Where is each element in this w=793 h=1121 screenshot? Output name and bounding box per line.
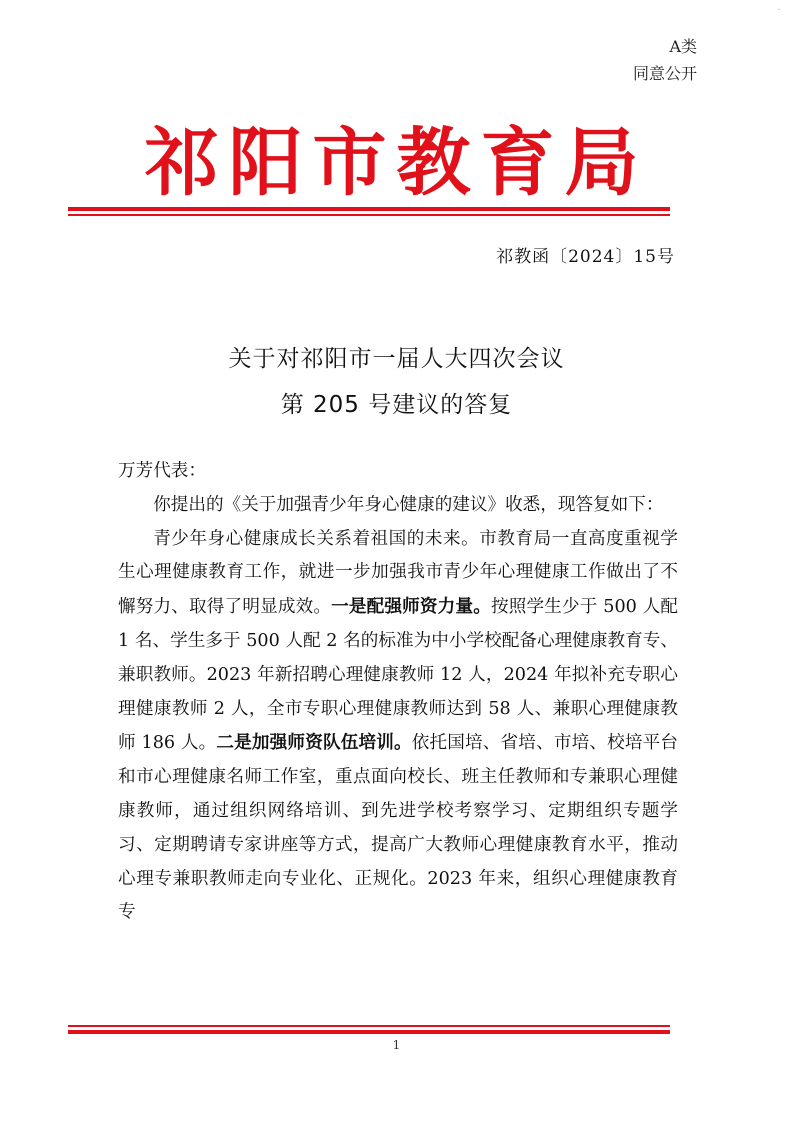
paragraph-2-intro: 青少年身心健康成长关系着祖国的未来。市教育局一直高度重视学生心理健康教育工作，就进一步加强我市青少年心理健康工作做出了不懈努力、取得了明显成效。 (118, 528, 678, 618)
title-line-1: 关于对祁阳市一届人大四次会议 (228, 346, 565, 372)
header-red-rule-thick (68, 207, 670, 211)
salutation: 万芳代表： (118, 461, 206, 481)
category-label: A类 (669, 37, 697, 56)
document-body (118, 455, 678, 930)
disclosure-label: 同意公开 (632, 64, 697, 83)
header-red-rule-thin (68, 214, 670, 216)
agency-masthead: 祁阳市教育局 (144, 120, 649, 206)
footer-red-rule-thin (68, 1025, 670, 1027)
point-1-heading: 一是配强师资力量。 (331, 596, 491, 618)
point-2-heading: 二是加强师资队伍培训。 (216, 732, 412, 754)
paragraph-1: 你提出的《关于加强青少年身心健康的建议》收悉，现答复如下： (153, 494, 664, 515)
document-number: 祁教函〔2024〕15号 (496, 247, 675, 267)
page-number: 1 (392, 1038, 401, 1052)
title-line-2: 第 205 号建议的答复 (280, 392, 513, 418)
footer-red-rule-thick (68, 1030, 670, 1034)
point-1-text: 按照学生少于 500 人配 1 名、学生多于 500 人配 2 名的标准为中小学校配备心理健康教育专、兼职教师。2023 年新招聘心理健康教师 12 人，2024 年拟补充专职心理健康教师 2 人，全市专职心理健康教师达到 58 人、兼职心理健康教师 186 人。 (118, 597, 678, 754)
corner-mark: ᵕ (777, 6, 781, 16)
point-2-text: 依托国培、省培、市培、校培平台和市心理健康名师工作室，重点面向校长、班主任教师和专兼职心理健康教师，通过组织网络培训、到先进学校考察学习、定期组织专题学习、定期聘请专家讲座等方式，提高广大教师心理健康教育水平，推动心理专兼职教师走向专业化、正规化。2023 年来，组织心理健康教育专 (118, 733, 678, 923)
paragraph-2 (118, 523, 678, 931)
